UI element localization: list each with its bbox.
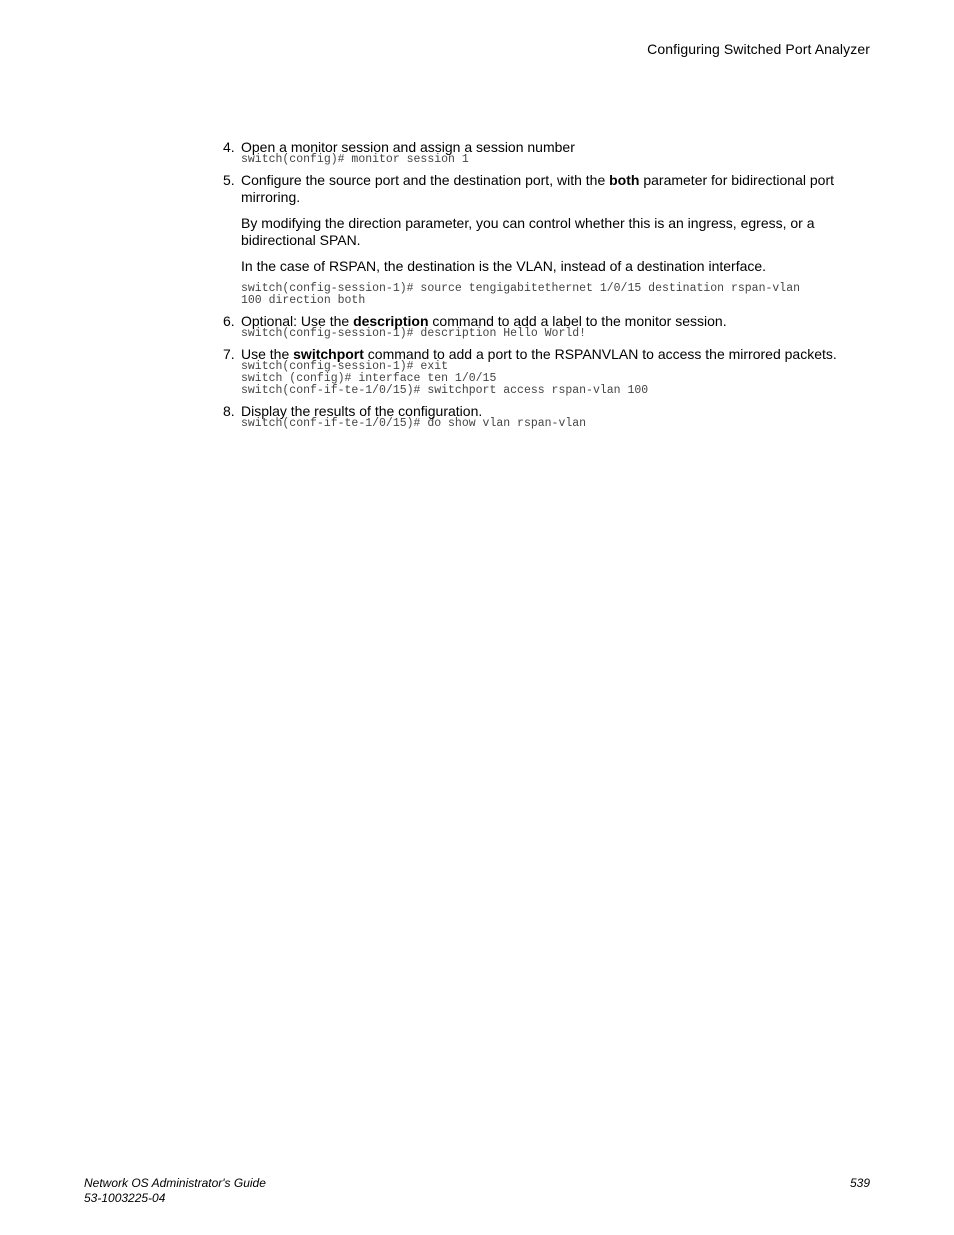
step-number: 6. [223,313,235,329]
step-text [241,346,871,363]
step-text [241,313,871,330]
step-text-part: Optional: Use the [241,313,354,329]
step-text-part: command to add a port to the RSPANVLAN to access the mirrored packets. [363,346,837,362]
step-8 [223,403,871,420]
step-number: 4. [223,139,235,155]
code-line: switch(conf-if-te-1/0/15)# switchport access rspan-vlan 100 [241,384,649,397]
footer-left [84,1176,266,1206]
guide-title: Network OS Administrator's Guide [84,1176,266,1190]
step-text-part: Configure the source port and the destination port, with the [241,172,610,188]
step-4 [223,139,871,156]
step-text [241,172,871,206]
step-text: Display the results of the configuration. [241,403,483,419]
running-header: Configuring Switched Port Analyzer [647,41,870,57]
step-number: 5. [223,172,235,188]
step-text: Open a monitor session and assign a session number [241,139,575,155]
code-block [241,283,871,307]
code-line: switch(conf-if-te-1/0/15)# do show vlan rspan-vlan [241,417,587,430]
step-paragraph: By modifying the direction parameter, you can control whether this is an ingress, egress, or a bidirectional SPAN. [241,215,815,248]
step-5 [223,172,871,206]
code-line: switch(config-session-1)# source tengigabitethernet 1/0/15 destination rspan-vlan [241,282,800,295]
code-line: switch(config-session-1)# exit [241,360,449,373]
document-body [223,139,871,430]
keyword-description: description [353,313,429,329]
step-text-part: command to add a label to the monitor session. [428,313,727,329]
code-block [241,361,871,397]
step-7 [223,346,871,363]
code-line: 100 direction both [241,294,366,307]
code-line: switch (config)# interface ten 1/0/15 [241,372,497,385]
step-6 [223,313,871,330]
step-number: 7. [223,346,235,362]
step-number: 8. [223,403,235,419]
step-text-part: parameter for bidirectional port mirroring. [241,172,834,205]
step-paragraph: In the case of RSPAN, the destination is the VLAN, instead of a destination interface. [241,258,767,274]
step-text-part: Use the [241,346,294,362]
doc-number: 53-1003225-04 [84,1191,166,1205]
code-line: switch(config-session-1)# description Hello World! [241,327,587,340]
page-number: 539 [849,1176,870,1190]
keyword-both: both [609,172,640,188]
keyword-switchport: switchport [293,346,364,362]
code-line: switch(config)# monitor session 1 [241,153,469,166]
